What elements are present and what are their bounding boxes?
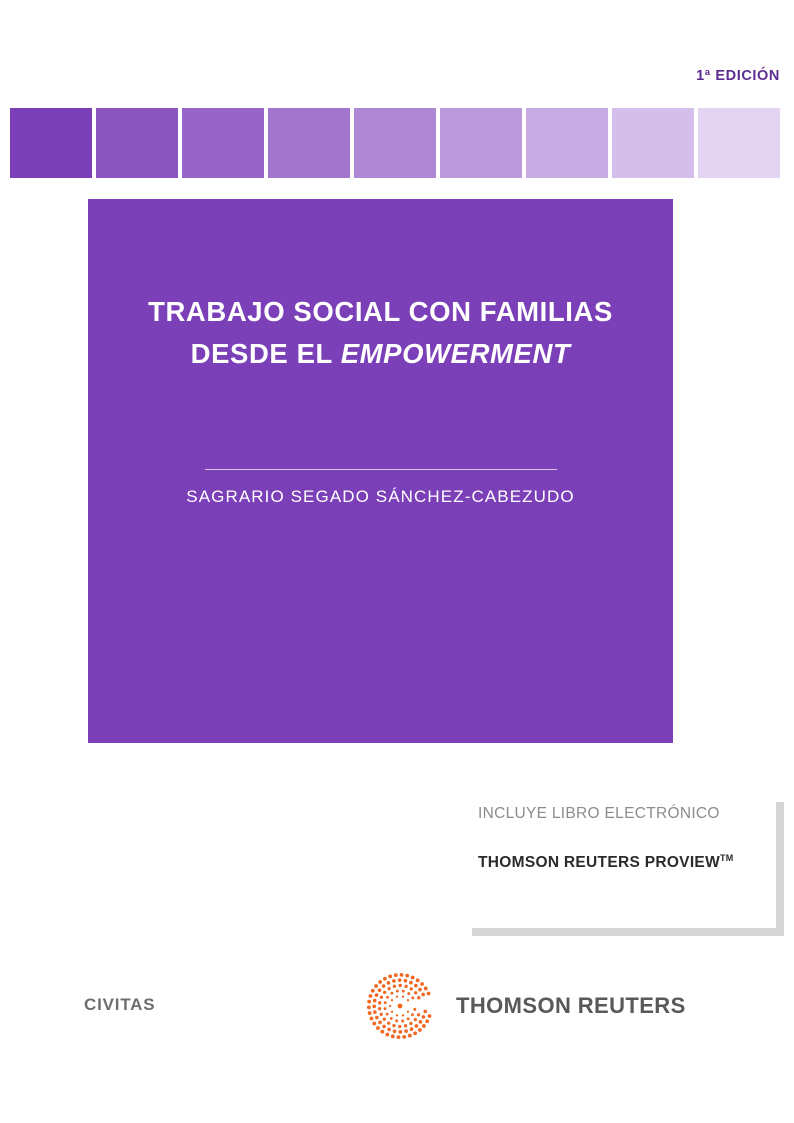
publisher-imprint: CIVITAS: [84, 995, 156, 1014]
book-title: [88, 291, 673, 375]
cover-title-block: [88, 199, 673, 743]
thomson-reuters-logo: [362, 968, 686, 1044]
proview-brand-text: THOMSON REUTERS PROVIEW: [478, 854, 720, 872]
book-title-line-2-italic: EMPOWERMENT: [340, 337, 571, 369]
proview-ebook-label: INCLUYE LIBRO ELECTRÓNICO: [478, 805, 720, 822]
book-title-line-2: [88, 333, 673, 375]
edition-label: 1ª EDICIÓN: [696, 68, 780, 84]
swatch-6: [440, 108, 522, 178]
thomson-reuters-mark-icon: [362, 968, 438, 1044]
swatch-8: [612, 108, 694, 178]
book-title-line-2-prefix: DESDE EL: [190, 337, 341, 369]
swatch-4: [268, 108, 350, 178]
book-title-line-1: TRABAJO SOCIAL CON FAMILIAS: [148, 296, 613, 327]
color-swatch-strip: [10, 108, 784, 178]
swatch-2: [96, 108, 178, 178]
swatch-3: [182, 108, 264, 178]
swatch-9: [698, 108, 780, 178]
swatch-1: [10, 108, 92, 178]
title-divider: [205, 469, 557, 470]
proview-badge: [464, 794, 776, 928]
proview-brand-label: [478, 852, 768, 874]
book-author: SAGRARIO SEGADO SÁNCHEZ-CABEZUDO: [186, 487, 575, 506]
swatch-7: [526, 108, 608, 178]
swatch-5: [354, 108, 436, 178]
proview-trademark: TM: [720, 853, 734, 863]
thomson-reuters-wordmark: THOMSON REUTERS: [456, 993, 686, 1018]
